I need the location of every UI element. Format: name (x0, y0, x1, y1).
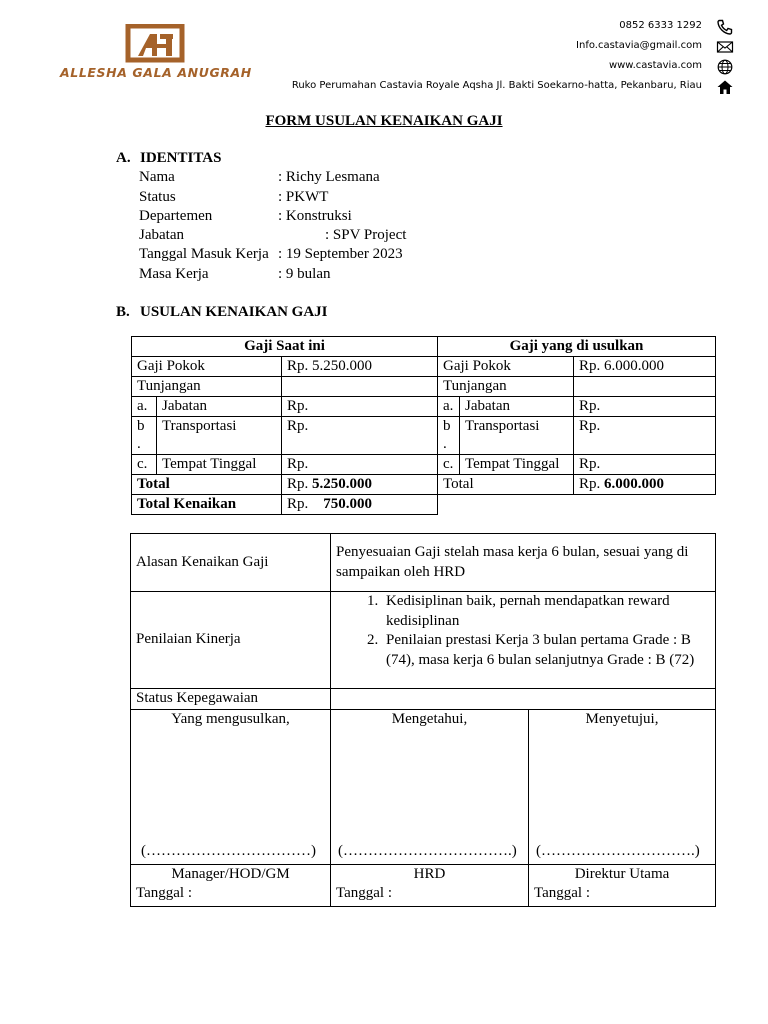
signature-role: HRD (413, 865, 446, 882)
signature-block-proposer (131, 709, 331, 864)
section-identitas-heading (116, 150, 221, 167)
table-row (132, 357, 716, 377)
total-kenaikan (282, 495, 438, 515)
allowance-name: Transportasi (460, 417, 574, 455)
label-jabatan: Jabatan (139, 227, 184, 243)
section-number: B. (116, 304, 130, 320)
table-row (132, 377, 716, 397)
value-tanggal-masuk: : 19 September 2023 (278, 246, 403, 262)
signature-role: Direktur Utama (574, 865, 670, 882)
email-address: Info.castavia@gmail.com (576, 40, 702, 51)
tunjangan-label: Tunjangan (438, 377, 574, 397)
empty-cell (282, 377, 438, 397)
home-icon (716, 79, 734, 95)
total-label-current: Total (132, 475, 282, 495)
website-url: www.castavia.com (608, 60, 702, 71)
proposed-salary-header: Gaji yang di usulkan (438, 337, 716, 357)
label-departemen: Departemen (139, 208, 213, 224)
section-usulan-heading (116, 304, 328, 321)
signature-heading: Menyetujui, (585, 710, 659, 727)
total-kenaikan-label: Total Kenaikan (132, 495, 282, 515)
total-current-value: 5.250.000 (312, 476, 373, 492)
allowance-name: Tempat Tinggal (157, 455, 282, 475)
letter-tail: . (443, 436, 447, 452)
table-row-penilaian (131, 592, 716, 689)
signature-role: Manager/HOD/GM (171, 865, 290, 882)
value-jabatan: : SPV Project (325, 227, 407, 243)
form-title: FORM USULAN KENAIKAN GAJI (265, 113, 503, 129)
table-row-roles (131, 864, 716, 906)
total-label-proposed: Total (438, 475, 574, 495)
phone-icon (716, 19, 734, 35)
table-row-status (131, 689, 716, 710)
status-value (331, 689, 716, 710)
signature-heading: Mengetahui, (391, 710, 468, 727)
section-title: IDENTITAS (140, 150, 222, 166)
label-masa-kerja: Masa Kerja (139, 266, 209, 282)
allowance-current: Rp. (282, 417, 438, 455)
review-approval-table (130, 533, 716, 907)
allowance-current: Rp. (282, 455, 438, 475)
gaji-pokok-label: Gaji Pokok (132, 357, 282, 377)
section-number: A. (116, 150, 131, 166)
signature-date-label: Tanggal : (534, 885, 591, 901)
current-salary-header: Gaji Saat ini (132, 337, 438, 357)
alasan-value: Penyesuaian Gaji stelah masa kerja 6 bulan, sesuai yang di sampaikan oleh HRD (331, 534, 716, 592)
table-row (132, 455, 716, 475)
currency-prefix: Rp. (579, 476, 601, 492)
letter-text: b (443, 418, 451, 434)
empty-cell (574, 377, 716, 397)
signature-blank: (…………………………….) (338, 843, 517, 859)
total-current (282, 475, 438, 495)
tunjangan-label: Tunjangan (132, 377, 282, 397)
allowance-name: Tempat Tinggal (460, 455, 574, 475)
table-row-signatures (131, 709, 716, 864)
globe-icon (716, 59, 734, 75)
office-address: Ruko Perumahan Castavia Royale Aqsha Jl. Bakti Soekarno-hatta, Pekanbaru, Riau (291, 80, 702, 91)
allowance-letter (438, 417, 460, 455)
gaji-pokok-label: Gaji Pokok (438, 357, 574, 377)
table-row (132, 397, 716, 417)
status-label: Status Kepegawaian (131, 689, 331, 710)
signature-role-cell (131, 864, 331, 906)
signature-date-label: Tanggal : (336, 885, 393, 901)
allowance-proposed: Rp. (574, 417, 716, 455)
total-proposed-value: 6.000.000 (604, 476, 665, 492)
table-row-total-kenaikan (132, 495, 716, 515)
signature-role-cell (331, 864, 529, 906)
currency-prefix: Rp. (287, 496, 309, 512)
currency-prefix: Rp. (287, 476, 309, 492)
mail-icon (716, 39, 734, 55)
letter-text: b (137, 418, 145, 434)
letter-tail: . (137, 436, 141, 452)
label-tanggal-masuk: Tanggal Masuk Kerja (139, 246, 269, 262)
total-kenaikan-value: 750.000 (323, 496, 373, 512)
signature-blank: (………………………….) (536, 843, 700, 859)
salary-comparison-table (131, 336, 716, 515)
empty-cell (438, 495, 716, 515)
signature-role-cell (529, 864, 716, 906)
alasan-label: Alasan Kenaikan Gaji (131, 534, 331, 592)
label-nama: Nama (139, 169, 175, 185)
company-name: ALLESHA GALA ANUGRAH (60, 65, 252, 80)
allowance-current: Rp. (282, 397, 438, 417)
signature-date-label: Tanggal : (136, 885, 193, 901)
signature-block-acknowledger (331, 709, 529, 864)
list-item: 2. Penilaian prestasi Kerja 3 bulan pertama Grade : B (74), masa kerja 6 bulan selanjutnya Grade : B (72) (382, 631, 710, 670)
table-row-alasan (131, 534, 716, 592)
phone-number: 0852 6333 1292 (619, 20, 702, 31)
allowance-letter: c. (132, 455, 157, 475)
value-masa-kerja: : 9 bulan (278, 266, 331, 282)
penilaian-label: Penilaian Kinerja (131, 592, 331, 689)
allowance-name: Jabatan (460, 397, 574, 417)
penilaian-list-cell (331, 592, 716, 689)
allowance-letter (132, 417, 157, 455)
allowance-letter: a. (132, 397, 157, 417)
company-logo (58, 24, 258, 84)
value-departemen: : Konstruksi (278, 208, 352, 224)
allowance-proposed: Rp. (574, 397, 716, 417)
value-nama: : Richy Lesmana (278, 169, 380, 185)
allowance-letter: c. (438, 455, 460, 475)
gaji-pokok-current: Rp. 5.250.000 (282, 357, 438, 377)
allowance-name: Transportasi (157, 417, 282, 455)
allowance-letter: a. (438, 397, 460, 417)
penilaian-list (336, 592, 710, 670)
section-title: USULAN KENAIKAN GAJI (140, 304, 328, 320)
signature-blank: (……………………………) (141, 843, 316, 859)
value-status: : PKWT (278, 189, 329, 205)
table-row (132, 417, 716, 455)
table-row-total (132, 475, 716, 495)
list-item: 1. Kedisiplinan baik, pernah mendapatkan reward kedisiplinan (382, 592, 710, 631)
allowance-name: Jabatan (157, 397, 282, 417)
total-proposed (574, 475, 716, 495)
label-status: Status (139, 189, 176, 205)
signature-heading: Yang mengusulkan, (171, 710, 290, 727)
table-header-row (132, 337, 716, 357)
gaji-pokok-proposed: Rp. 6.000.000 (574, 357, 716, 377)
allowance-proposed: Rp. (574, 455, 716, 475)
signature-block-approver (529, 709, 716, 864)
logo-mark (58, 24, 258, 64)
